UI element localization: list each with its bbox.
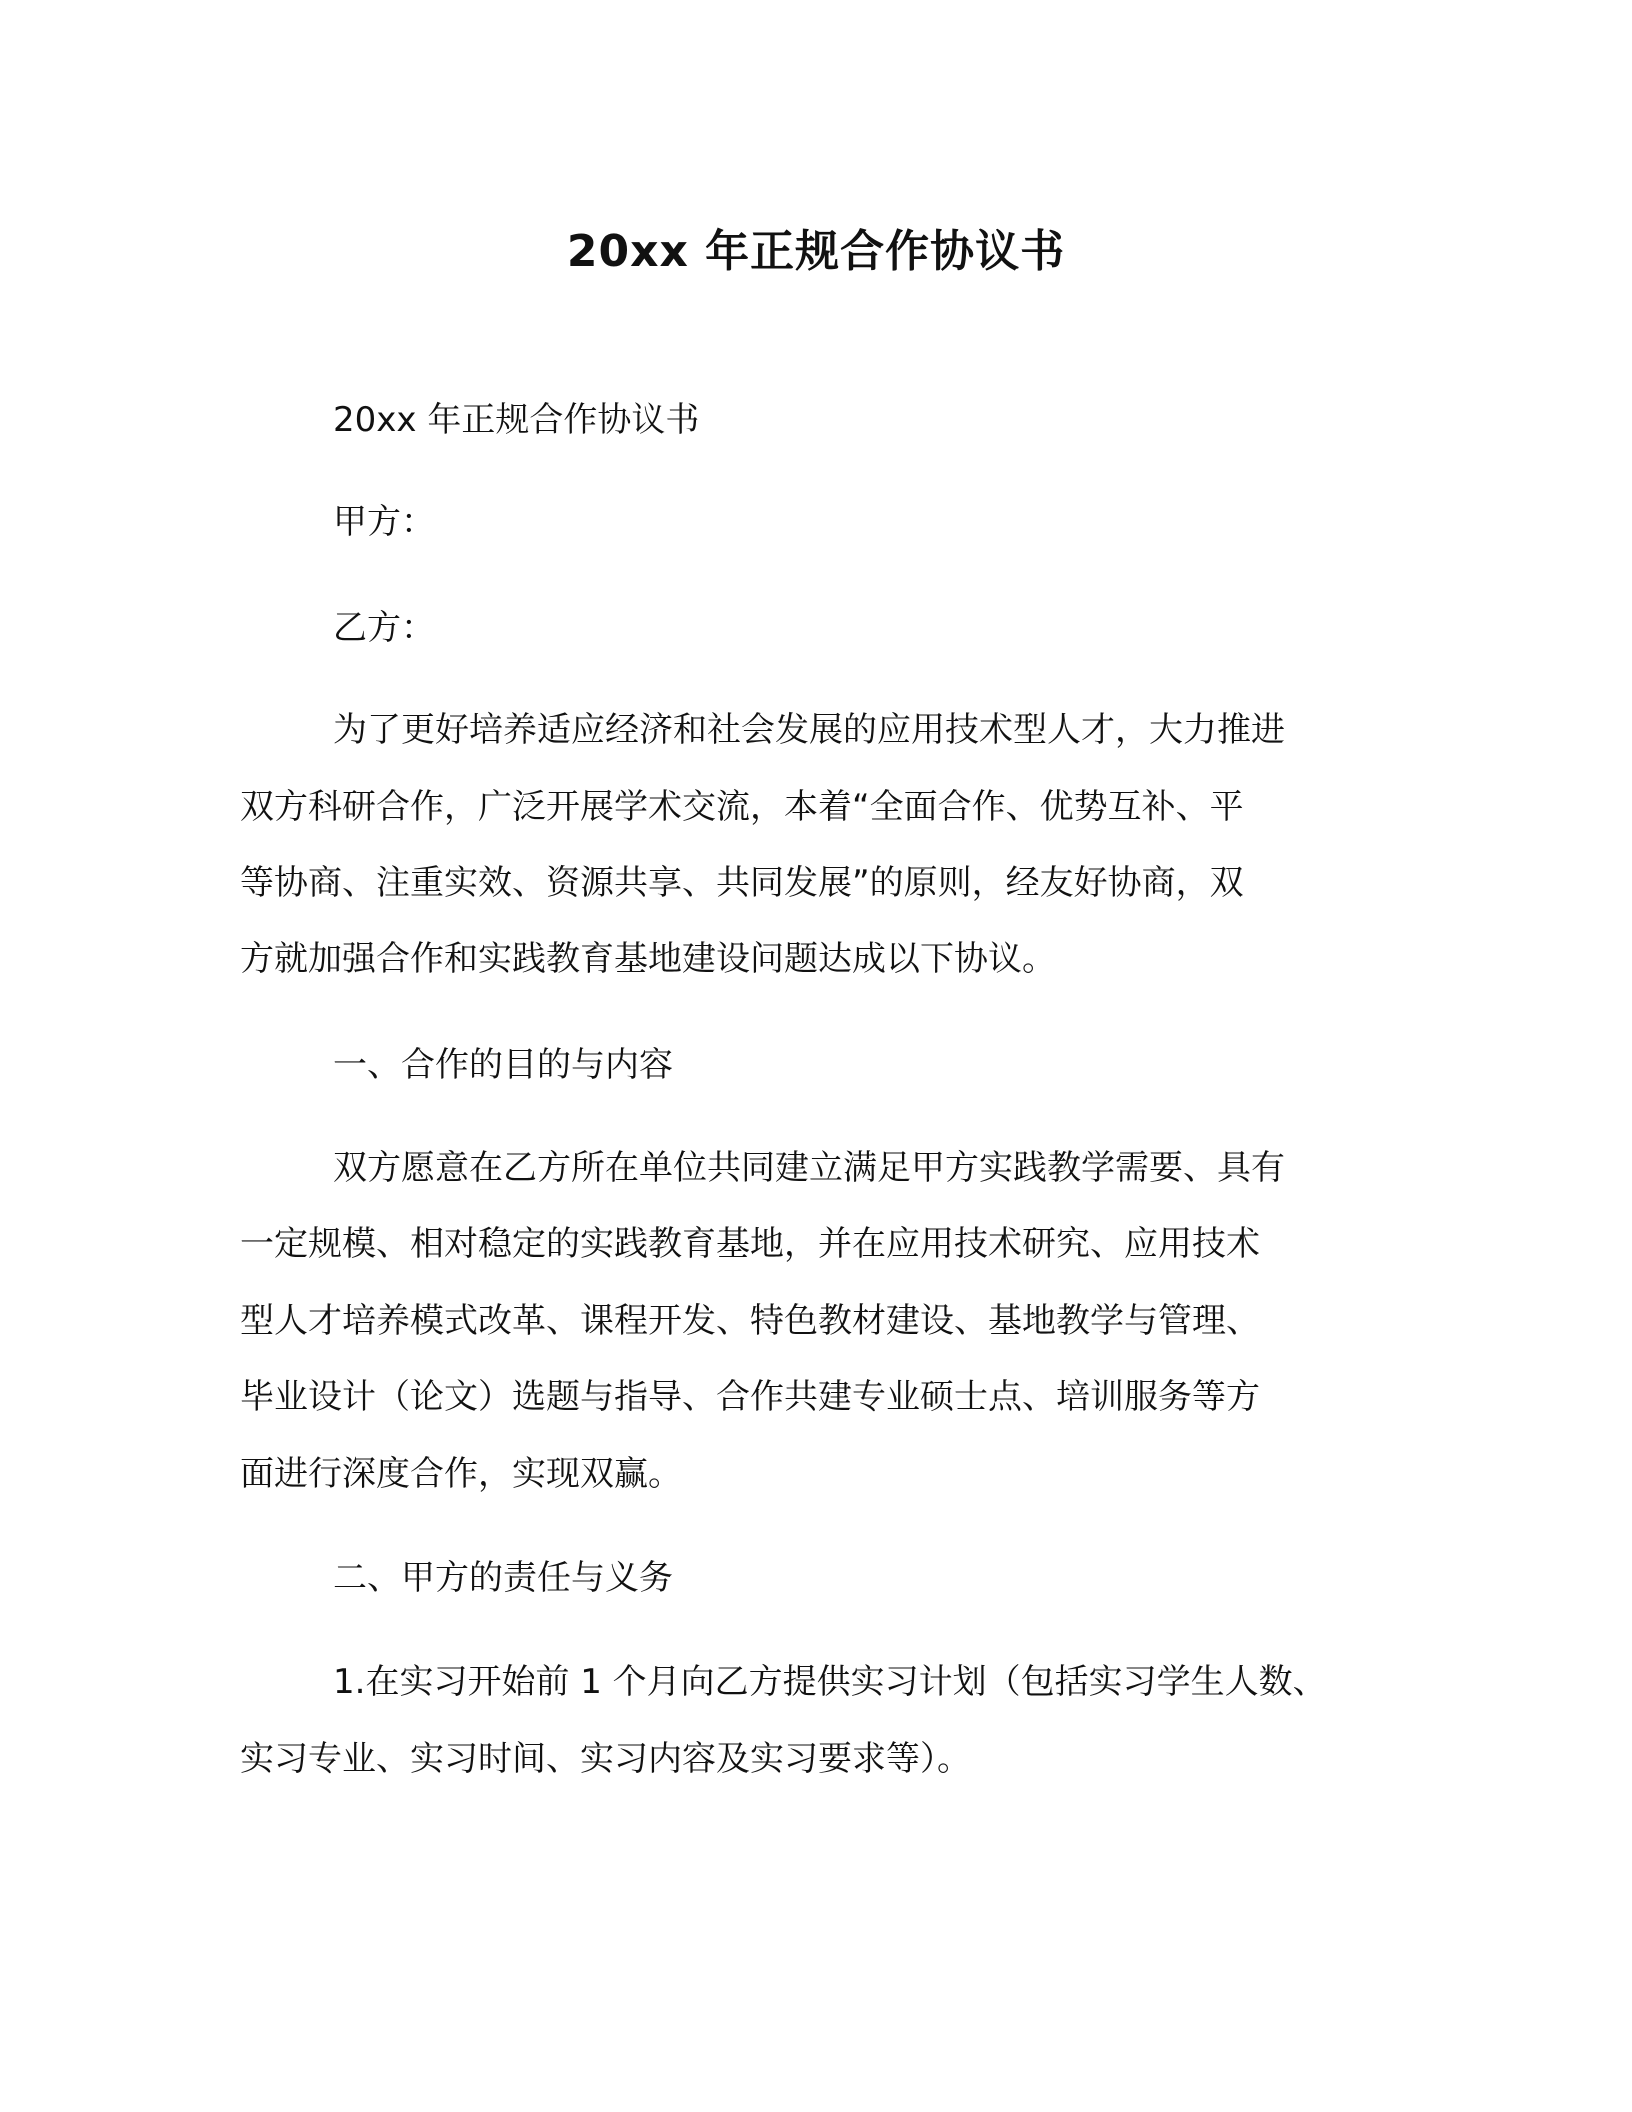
section-1-line-5: 面进行深度合作，实现双赢。 (240, 1454, 682, 1494)
section-2-item-1-line-2: 实习专业、实习时间、实习内容及实习要求等）。 (240, 1739, 971, 1779)
section-1-heading: 一、合作的目的与内容 (333, 1045, 673, 1085)
document-title: 20xx 年正规合作协议书 (566, 226, 1066, 277)
intro-line-3: 等协商、注重实效、资源共享、共同发展”的原则，经友好协商，双 (240, 863, 1244, 903)
intro-line-1: 为了更好培养适应经济和社会发展的应用技术型人才，大力推进 (333, 710, 1285, 750)
section-1-line-4: 毕业设计（论文）选题与指导、合作共建专业硕士点、培训服务等方 (240, 1377, 1260, 1417)
section-2-heading: 二、甲方的责任与义务 (333, 1558, 673, 1598)
section-1-line-2: 一定规模、相对稳定的实践教育基地，并在应用技术研究、应用技术 (240, 1224, 1260, 1264)
section-1-line-3: 型人才培养模式改革、课程开发、特色教材建设、基地教学与管理、 (240, 1301, 1260, 1341)
document-subtitle: 20xx 年正规合作协议书 (333, 400, 700, 440)
intro-line-4: 方就加强合作和实践教育基地建设问题达成以下协议。 (240, 939, 1056, 979)
party-b-label: 乙方： (333, 608, 435, 648)
intro-line-2: 双方科研合作，广泛开展学术交流，本着“全面合作、优势互补、平 (240, 787, 1244, 827)
section-1-line-1: 双方愿意在乙方所在单位共同建立满足甲方实践教学需要、具有 (333, 1148, 1285, 1188)
section-2-item-1-line-1: 1.在实习开始前 1 个月向乙方提供实习计划（包括实习学生人数、 (333, 1662, 1327, 1702)
party-a-label: 甲方： (333, 502, 435, 542)
